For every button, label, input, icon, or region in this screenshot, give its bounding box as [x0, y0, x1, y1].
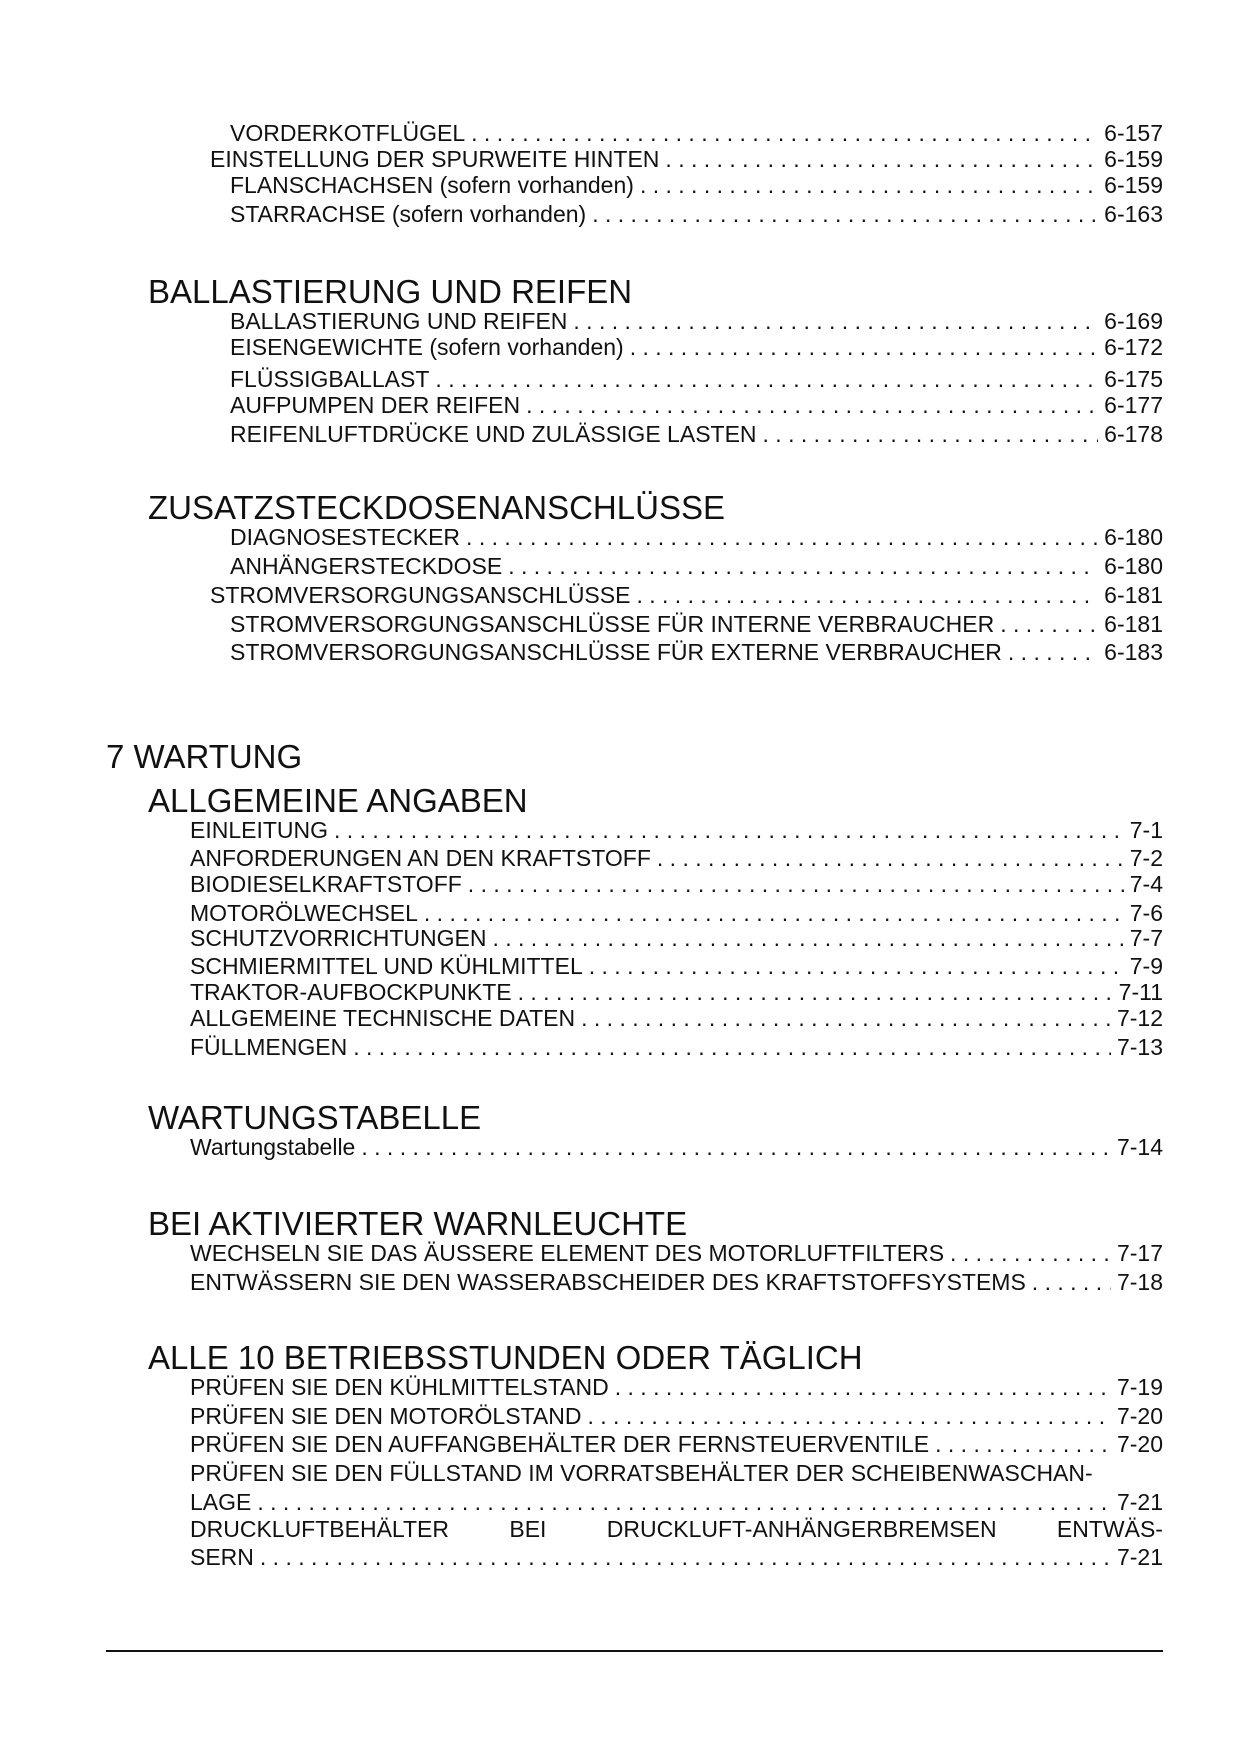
- toc-entry-title: FÜLLMENGEN: [190, 1034, 348, 1060]
- toc-dot-leader: [468, 869, 1124, 899]
- toc-entry-title: PRÜFEN SIE DEN KÜHLMITTELSTAND: [190, 1374, 609, 1400]
- toc-entry[interactable]: [230, 522, 1163, 552]
- toc-entry-page: 7-9: [1129, 953, 1163, 979]
- toc-entry-page: 7-21: [1116, 1544, 1163, 1570]
- section-heading-ballast[interactable]: BALLASTIERUNG UND REIFEN: [148, 273, 633, 310]
- toc-entry-title: ANFORDERUNGEN AN DEN KRAFTSTOFF: [190, 845, 651, 871]
- toc-entry[interactable]: [190, 1003, 1163, 1033]
- toc-entry-page: 7-17: [1116, 1240, 1163, 1266]
- toc-entry-title: STROMVERSORGUNGSANSCHLÜSSE FÜR INTERNE VERBRAUCHER: [230, 611, 995, 637]
- toc-entry[interactable]: [230, 390, 1163, 420]
- toc-entry[interactable]: [190, 1487, 1163, 1517]
- toc-entry-title: STROMVERSORGUNGSANSCHLÜSSE FÜR EXTERNE VERBRAUCHER: [230, 639, 1002, 665]
- toc-dot-leader: [630, 332, 1098, 362]
- toc-dot-leader: [260, 1542, 1111, 1572]
- toc-entry[interactable]: [230, 637, 1163, 667]
- toc-entry[interactable]: [230, 170, 1163, 200]
- toc-entry-title: Wartungstabelle: [190, 1134, 356, 1160]
- toc-entry-title: PRÜFEN SIE DEN AUFFANGBEHÄLTER DER FERNSTEUERVENTILE: [190, 1431, 930, 1457]
- toc-entry-page: 6-157: [1104, 120, 1163, 146]
- toc-entry-page: 6-159: [1104, 172, 1163, 198]
- toc-entry[interactable]: [190, 1542, 1163, 1572]
- toc-entry[interactable]: [230, 419, 1163, 449]
- toc-dot-leader: [257, 1487, 1111, 1517]
- toc-entry-title: BIODIESELKRAFTSTOFF: [190, 871, 462, 897]
- section-heading-taeglich[interactable]: ALLE 10 BETRIEBSSTUNDEN ODER TÄGLICH: [148, 1339, 863, 1376]
- toc-entry-page: 7-20: [1116, 1403, 1163, 1429]
- toc-entry-wrapped-line[interactable]: [190, 1458, 1163, 1488]
- toc-entry-page: 6-180: [1104, 553, 1163, 579]
- toc-dot-leader: [361, 1132, 1111, 1162]
- toc-entry-title: STARRACHSE (sofern vorhanden): [230, 201, 587, 227]
- toc-entry-page: 6-163: [1104, 201, 1163, 227]
- toc-entry-title: ALLGEMEINE TECHNISCHE DATEN: [190, 1005, 576, 1031]
- chapter-heading[interactable]: 7 WARTUNG: [106, 738, 303, 775]
- toc-dot-leader: [592, 199, 1098, 229]
- toc-entry-word: DRUCKLUFTBEHÄLTER: [190, 1516, 449, 1542]
- toc-entry-page: 6-177: [1104, 392, 1163, 418]
- toc-entry-title: FLÜSSIGBALLAST: [230, 366, 430, 392]
- toc-entry[interactable]: [190, 1372, 1163, 1402]
- footer-rule: [106, 1650, 1163, 1652]
- toc-entry-page: 6-159: [1104, 146, 1163, 172]
- toc-dot-leader: [492, 923, 1123, 953]
- section-heading-wartungstabelle[interactable]: WARTUNGSTABELLE: [148, 1099, 482, 1136]
- toc-entry-title: WECHSELN SIE DAS ÄUSSERE ELEMENT DES MOTORLUFTFILTERS: [190, 1240, 945, 1266]
- toc-dot-leader: [615, 1372, 1111, 1402]
- toc-entry[interactable]: [190, 1267, 1163, 1297]
- toc-entry-title: SCHMIERMITTEL UND KÜHLMITTEL: [190, 953, 583, 979]
- toc-entry-title: REIFENLUFTDRÜCKE UND ZULÄSSIGE LASTEN: [230, 421, 757, 447]
- toc-dot-leader: [636, 580, 1098, 610]
- toc-entry-page: 6-181: [1104, 611, 1163, 637]
- toc-entry-page: 6-169: [1104, 308, 1163, 334]
- toc-entry-page: 6-175: [1104, 366, 1163, 392]
- toc-dot-leader: [526, 390, 1098, 420]
- toc-entry[interactable]: [190, 1238, 1163, 1268]
- toc-entry-title: FLANSCHACHSEN (sofern vorhanden): [230, 172, 634, 198]
- toc-dot-leader: [353, 1032, 1111, 1062]
- toc-entry[interactable]: [230, 332, 1163, 362]
- toc-entry[interactable]: [190, 1429, 1163, 1459]
- toc-entry-title-cont: SERN: [190, 1544, 254, 1570]
- section-heading-zusatz[interactable]: ZUSATZSTECKDOSENANSCHLÜSSE: [148, 489, 725, 526]
- toc-entry-title: EISENGEWICHTE (sofern vorhanden): [230, 334, 624, 360]
- toc-entry[interactable]: [230, 199, 1163, 229]
- toc-entry-title: STROMVERSORGUNGSANSCHLÜSSE: [210, 582, 631, 608]
- toc-entry-page: 7-13: [1116, 1034, 1163, 1060]
- toc-dot-leader: [950, 1238, 1111, 1268]
- section-heading-allgemein[interactable]: ALLGEMEINE ANGABEN: [148, 782, 528, 819]
- toc-dot-leader: [763, 419, 1099, 449]
- toc-entry-title: EINLEITUNG: [190, 817, 329, 843]
- toc-entry-title: EINSTELLUNG DER SPURWEITE HINTEN: [210, 146, 660, 172]
- toc-entry[interactable]: [190, 815, 1163, 845]
- toc-entry-page: 7-19: [1116, 1374, 1163, 1400]
- toc-entry[interactable]: [190, 869, 1163, 899]
- toc-dot-leader: [1000, 609, 1098, 639]
- toc-entry-page: 6-178: [1104, 421, 1163, 447]
- toc-entry-page: 7-6: [1129, 900, 1163, 926]
- toc-entry-page: 7-11: [1118, 979, 1163, 1005]
- toc-entry-page: 7-14: [1116, 1134, 1163, 1160]
- toc-entry[interactable]: [190, 1032, 1163, 1062]
- toc-entry[interactable]: [230, 551, 1163, 581]
- toc-entry-page: 6-181: [1104, 582, 1163, 608]
- toc-entry-title-cont: LAGE: [190, 1489, 252, 1515]
- toc-dot-leader: [581, 1003, 1111, 1033]
- toc-entry-title: ANHÄNGERSTECKDOSE: [230, 553, 503, 579]
- toc-entry-page: 6-172: [1104, 334, 1163, 360]
- toc-entry-page: 6-183: [1104, 639, 1163, 665]
- toc-entry-page: 7-7: [1129, 925, 1163, 951]
- toc-entry-page: 7-1: [1129, 817, 1163, 843]
- section-heading-warnleuchte[interactable]: BEI AKTIVIERTER WARNLEUCHTE: [148, 1205, 688, 1242]
- toc-entry-title: BALLASTIERUNG UND REIFEN: [230, 308, 568, 334]
- toc-entry-title: TRAKTOR-AUFBOCKPUNKTE: [190, 979, 512, 1005]
- toc-entry-word: BEI: [509, 1516, 547, 1542]
- toc-dot-leader: [334, 815, 1124, 845]
- toc-entry-title: VORDERKOTFLÜGEL: [230, 120, 466, 146]
- toc-entry-page: 7-12: [1116, 1005, 1163, 1031]
- toc-entry-title: SCHUTZVORRICHTUNGEN: [190, 925, 487, 951]
- toc-dot-leader: [587, 1401, 1110, 1431]
- toc-entry[interactable]: [190, 923, 1163, 953]
- toc-dot-leader: [1032, 1267, 1111, 1297]
- toc-entry-page: 7-18: [1116, 1269, 1163, 1295]
- toc-entry[interactable]: [230, 609, 1163, 639]
- toc-entry-page: 7-2: [1129, 845, 1163, 871]
- toc-entry-page: 7-4: [1129, 871, 1163, 897]
- toc-entry[interactable]: [190, 1132, 1163, 1162]
- toc-dot-leader: [466, 522, 1098, 552]
- toc-entry[interactable]: [210, 580, 1163, 610]
- toc-entry[interactable]: [190, 1401, 1163, 1431]
- toc-dot-leader: [1008, 637, 1098, 667]
- toc-entry-title: ENTWÄSSERN SIE DEN WASSERABSCHEIDER DES KRAFTSTOFFSYSTEMS: [190, 1269, 1026, 1295]
- toc-entry-title: DIAGNOSESTECKER: [230, 524, 461, 550]
- toc-entry-wrapped-line[interactable]: [190, 1514, 1163, 1544]
- toc-entry-word: DRUCKLUFT-ANHÄNGERBREMSEN: [606, 1516, 997, 1542]
- toc-entry-page: 6-180: [1104, 524, 1163, 550]
- toc-dot-leader: [935, 1429, 1111, 1459]
- toc-entry-page: 7-21: [1116, 1489, 1163, 1515]
- toc-dot-leader: [508, 551, 1098, 581]
- toc-entry-title: PRÜFEN SIE DEN FÜLLSTAND IM VORRATSBEHÄLTER DER SCHEIBENWASCHAN-: [190, 1460, 1093, 1486]
- toc-entry-word: ENTWÄS-: [1056, 1516, 1163, 1542]
- toc-entry-title: MOTORÖLWECHSEL: [190, 900, 418, 926]
- toc-entry-title: AUFPUMPEN DER REIFEN: [230, 392, 521, 418]
- toc-entry-title: PRÜFEN SIE DEN MOTORÖLSTAND: [190, 1403, 582, 1429]
- toc-dot-leader: [640, 170, 1098, 200]
- toc-entry-page: 7-20: [1116, 1431, 1163, 1457]
